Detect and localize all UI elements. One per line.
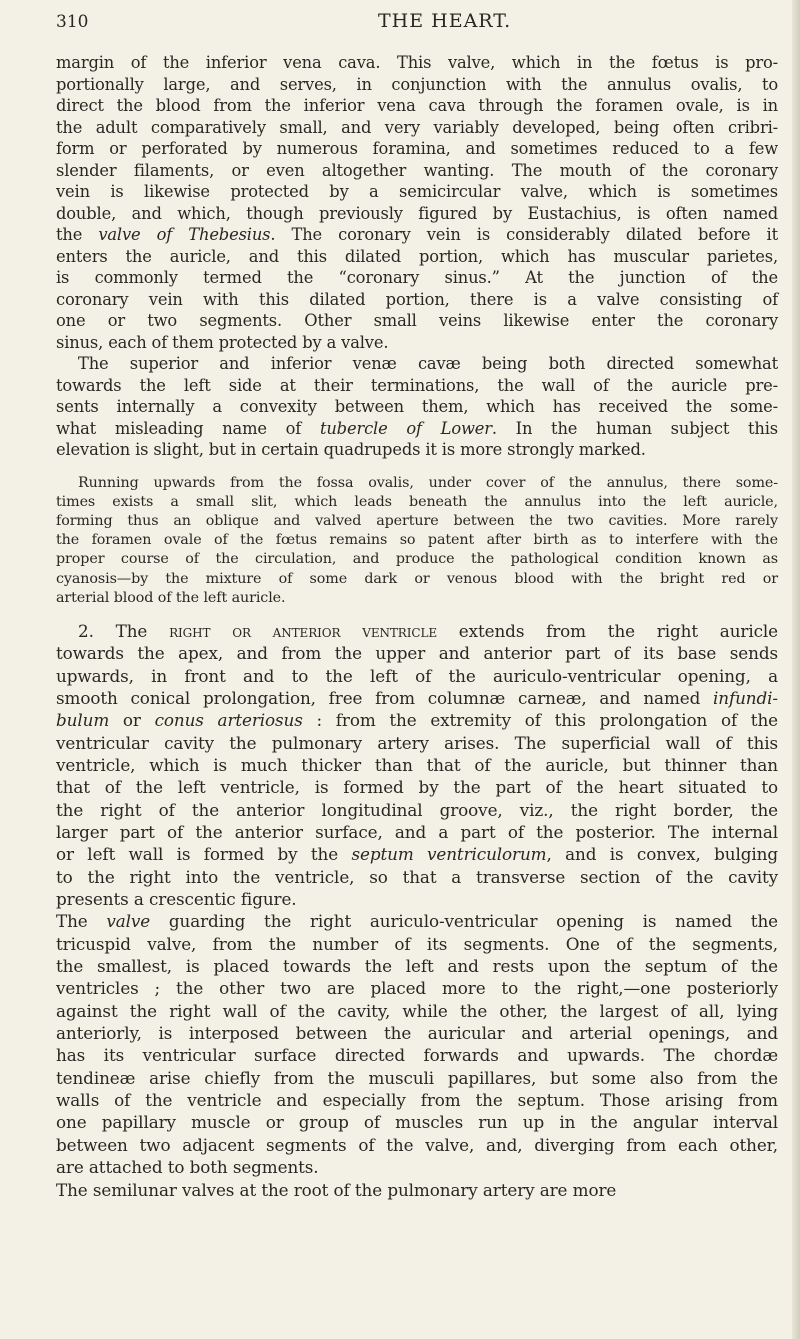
text-line: the valve of Thebesius. The coronary vein is considerably dilated before it bbox=[56, 225, 778, 244]
text-line: the smallest, is placed towards the left and rests upon the septum of the bbox=[56, 956, 778, 977]
text-line: walls of the ventricle and especially from the septum. Those arising from bbox=[56, 1090, 778, 1111]
text-line: one papillary muscle or group of muscles run up in the angular interval bbox=[56, 1112, 778, 1133]
text-line: Running upwards from the fossa ovalis, under cover of the annulus, there some- bbox=[78, 474, 778, 491]
text-line: ventricle, which is much thicker than that of the auricle, but thinner than bbox=[56, 754, 778, 775]
text-line: 2. The right or anterior ventricle extends from the right auricle bbox=[78, 620, 778, 641]
paragraph-right-ventricle bbox=[56, 620, 778, 910]
text-line: or left wall is formed by the septum ventriculorum, and is convex, bulging bbox=[56, 844, 779, 865]
text-line: form or perforated by numerous foramina, and sometimes reduced to a few bbox=[56, 139, 778, 158]
text-line: between two adjacent segments of the valve, and, diverging from each other, bbox=[56, 1134, 778, 1155]
text-line: that of the left ventricle, is formed by the part of the heart situated to bbox=[56, 777, 778, 798]
text-line: times exists a small slit, which leads beneath the annulus into the left auricle, bbox=[56, 493, 778, 510]
text-line: cyanosis—by the mixture of some dark or venous blood with the bright red or bbox=[56, 570, 778, 587]
paragraph-tricuspid-valve bbox=[56, 910, 778, 1178]
text-line: arterial blood of the left auricle. bbox=[56, 589, 286, 606]
page-edge bbox=[792, 0, 800, 1339]
text-line: vein is likewise protected by a semicircular valve, which is sometimes bbox=[56, 182, 778, 201]
italic-term: septum ventriculorum bbox=[351, 844, 547, 865]
text-line: presents a crescentic figure. bbox=[56, 889, 297, 910]
italic-term: valve of Thebesius bbox=[98, 225, 271, 244]
text-line: tricuspid valve, from the number of its segments. One of the segments, bbox=[56, 933, 778, 954]
text-line: one or two segments. Other small veins likewise enter the coronary bbox=[56, 311, 778, 330]
small-caps-heading: right or anterior ventricle bbox=[169, 620, 437, 641]
text-line: is commonly termed the “coronary sinus.” At the junction of the bbox=[56, 268, 778, 287]
text-line: The semilunar valves at the root of the pulmonary artery are more bbox=[56, 1179, 617, 1200]
text-line: margin of the inferior vena cava. This valve, which in the fœtus is pro- bbox=[56, 53, 778, 72]
text-line: are attached to both segments. bbox=[56, 1157, 319, 1178]
paragraph-valve-of-thebesius bbox=[56, 52, 778, 353]
text-line: ventricles ; the other two are placed more to the right,—one posteriorly bbox=[56, 978, 778, 999]
text-line: forming thus an oblique and valved aperture between the two cavities. More rarely bbox=[56, 512, 778, 529]
italic-term: conus arteriosus bbox=[154, 710, 303, 731]
text-line: larger part of the anterior surface, and a part of the posterior. The internal bbox=[56, 822, 778, 843]
paragraph-tubercle-of-lower bbox=[56, 353, 778, 461]
text-line: sents internally a convexity between them, which has received the some- bbox=[56, 397, 778, 416]
text-line: direct the blood from the inferior vena cava through the foramen ovale, is in bbox=[56, 96, 778, 115]
text-line: portionally large, and serves, in conjunction with the annulus ovalis, to bbox=[56, 74, 778, 94]
text-line: upwards, in front and to the left of the auriculo-ventricular opening, a bbox=[56, 665, 778, 686]
text-line: coronary vein with this dilated portion, there is a valve consisting of bbox=[56, 289, 778, 309]
italic-term: valve bbox=[106, 911, 151, 932]
text-line: towards the apex, and from the upper and anterior part of its base sends bbox=[56, 643, 778, 664]
text-line: slender filaments, or even altogether wanting. The mouth of the coronary bbox=[56, 160, 778, 180]
page-number: 310 bbox=[56, 12, 89, 32]
text-line: the foramen ovale of the fœtus remains so patent after birth as to interfere with the bbox=[56, 532, 778, 549]
text-line: against the right wall of the cavity, while the other, the largest of all, lying bbox=[56, 1000, 778, 1021]
italic-term: infundi- bbox=[713, 687, 778, 708]
text-line: has its ventricular surface directed forwards and upwards. The chordæ bbox=[56, 1045, 778, 1066]
italic-term: bulum bbox=[56, 710, 110, 731]
text-line: double, and which, though previously figured by Eustachius, is often named bbox=[56, 203, 778, 223]
italic-term: tubercle of Lower bbox=[319, 418, 492, 438]
body-text bbox=[56, 52, 778, 1201]
running-head: THE HEART. bbox=[378, 10, 512, 32]
text-line: The valve guarding the right auriculo-ventricular opening is named the bbox=[56, 911, 778, 932]
text-line: smooth conical prolongation, free from columnæ carneæ, and named infundi- bbox=[56, 687, 778, 708]
text-line: tendineæ arise chiefly from the musculi papillares, but some also from the bbox=[56, 1067, 778, 1088]
text-line: anteriorly, is interposed between the auricular and arterial openings, and bbox=[56, 1023, 778, 1044]
small-print-note bbox=[56, 474, 778, 608]
text-line: enters the auricle, and this dilated portion, which has muscular parietes, bbox=[56, 246, 778, 266]
text-line: to the right into the ventricle, so that a transverse section of the cavity bbox=[56, 866, 778, 887]
text-line: sinus, each of them protected by a valve. bbox=[56, 332, 389, 352]
paragraph-semilunar-valves bbox=[56, 1179, 778, 1201]
page-header bbox=[56, 0, 756, 40]
text-line: ventricular cavity the pulmonary artery arises. The superficial wall of this bbox=[56, 732, 778, 753]
text-line: proper course of the circulation, and produce the pathological condition known as bbox=[56, 551, 778, 568]
text-line: bulum or conus arteriosus : from the extremity of this prolongation of the bbox=[56, 710, 778, 731]
text-line: what misleading name of tubercle of Lower. In the human subject this bbox=[56, 418, 778, 438]
text-line: The superior and inferior venæ cavæ being both directed somewhat bbox=[78, 354, 778, 373]
text-line: elevation is slight, but in certain quadrupeds it is more strongly marked. bbox=[56, 440, 646, 459]
text-line: the adult comparatively small, and very variably developed, being often cribri- bbox=[56, 117, 778, 137]
text-line: the right of the anterior longitudinal groove, viz., the right border, the bbox=[56, 799, 778, 820]
text-line: towards the left side at their terminations, the wall of the auricle pre- bbox=[56, 375, 778, 395]
